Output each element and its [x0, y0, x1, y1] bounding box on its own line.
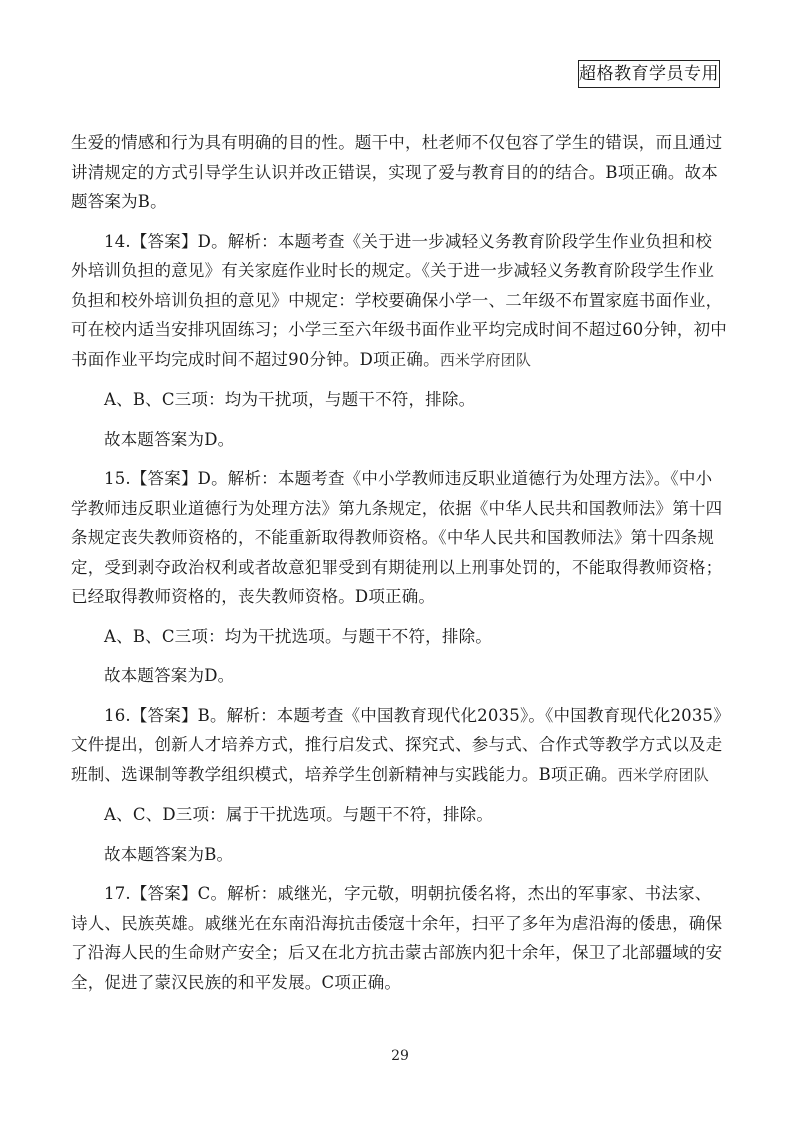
- paragraph-9: [71, 840, 727, 870]
- paragraph-6: [71, 661, 727, 691]
- paragraph-text: 15.【答案】D。解析：本题考查《中小学教师违反职业道德行为处理方法》。《中小学教师违反职业道德行为处理方法》第九条规定，依据《中华人民共和国教师法》第十四条规定丧失教师资格的，不能重新取得教师资格。《中华人民共和国教师法》第十四条规定，受到剥夺政治权利或者故意犯罪受到有期徒刑以上刑事处罚的，不能取得教师资格；已经取得教师资格的，丧失教师资格。D项正确。: [71, 469, 723, 606]
- paragraph-0: [71, 128, 727, 217]
- paragraph-text: 14.【答案】D。解析：本题考查《关于进一步减轻义务教育阶段学生作业负担和校外培训负担的意见》有关家庭作业时长的规定。《关于进一步减轻义务教育阶段学生作业负担和校外培训负担的意见》中规定：学校要确保小学一、二年级不布置家庭书面作业，可在校内适当安排巩固练习；小学三至六年级书面作业平均完成时间不超过60分钟，初中书面作业平均完成时间不超过90分钟。D项正确。: [71, 231, 727, 369]
- paragraph-text: 故本题答案为B。: [104, 844, 234, 864]
- paragraph-text: A、C、D三项：属于干扰选项。与题干不符，排除。: [104, 805, 494, 824]
- paragraph-5: [71, 622, 727, 652]
- paragraph-text: 17.【答案】C。解析：戚继光，字元敬，明朝抗倭名将，杰出的军事家、书法家、诗人、民族英雄。戚继光在东南沿海抗击倭寇十余年，扫平了多年为虐沿海的倭患，确保了沿海人民的生命财产安全；后又在北方抗击蒙古部族内犯十余年，保卫了北部疆域的安全，促进了蒙汉民族的和平发展。C项正确。: [71, 884, 723, 992]
- watermark-text: 西米学府团队: [439, 350, 532, 369]
- paragraph-2: [71, 385, 727, 415]
- paragraph-text: 生爱的情感和行为具有明确的目的性。题干中，杜老师不仅包容了学生的错误，而且通过讲清规定的方式引导学生认识并改正错误，实现了爱与教育目的的结合。B项正确。故本题答案为B。: [71, 133, 723, 211]
- paragraph-text: A、B、C三项：均为干扰选项。与题干不符，排除。: [104, 626, 492, 646]
- paragraph-10: [71, 879, 727, 997]
- paragraph-8: [71, 800, 727, 830]
- paragraph-1: [71, 227, 727, 376]
- paragraph-7: [71, 701, 727, 791]
- paragraph-4: [71, 464, 727, 612]
- paragraph-text: 故本题答案为D。: [104, 429, 235, 449]
- page-content: [71, 128, 727, 1007]
- paragraph-text: 故本题答案为D。: [104, 666, 235, 685]
- page-number: 29: [391, 1048, 409, 1064]
- paragraph-3: [71, 425, 727, 455]
- paragraph-text: A、B、C三项：均为干扰项，与题干不符，排除。: [104, 390, 476, 409]
- header-tag: 超格教育学员专用: [578, 60, 720, 88]
- watermark-text: 西米学府团队: [617, 765, 709, 784]
- paragraph-text: 16.【答案】B。解析：本题考查《中国教育现代化2035》。《中国教育现代化2035》文件提出，创新人才培养方式，推行启发式、探究式、参与式、合作式等教学方式以及走班制、选课制等教学组织模式，培养学生创新精神与实践能力。B项正确。: [71, 705, 723, 784]
